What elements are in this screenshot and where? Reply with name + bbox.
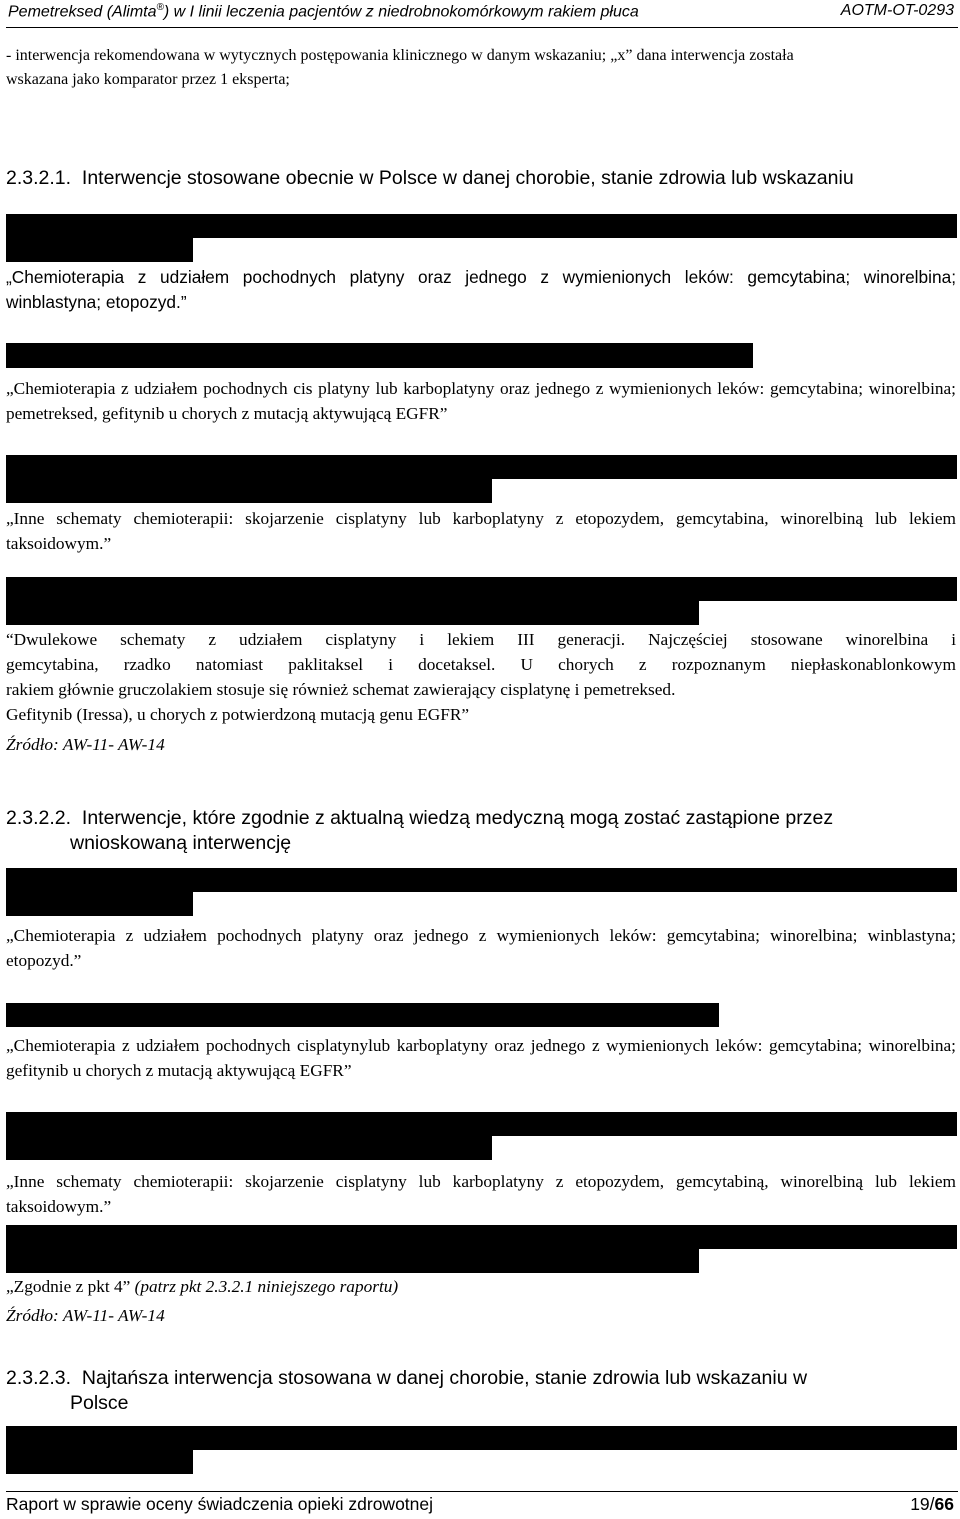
- redaction-bar: [6, 577, 957, 601]
- source-note: Źródło: AW-11- AW-14: [6, 1306, 165, 1325]
- intro-note: [6, 44, 794, 92]
- footer-rule: [6, 1491, 958, 1492]
- expert-quote: „Inne schematy chemioterapii: skojarzenie cisplatyny lub karboplatyny z etopozydem, gemcytabina, winorelbiną lub lekiem taksoidowym.”: [6, 509, 956, 553]
- expert-quote: „Chemioterapia z udziałem pochodnych cisplatynylub karboplatyny oraz jednego z wymienionych leków: gemcytabina; winorelbina; gefitynib u chorych z mutacją aktywującą EGFR”: [6, 1036, 956, 1080]
- expert-quote: „Zgodnie z pkt 4” (patrz pkt 2.3.2.1 niniejszego raportu): [6, 1277, 399, 1296]
- redaction-bar: [6, 1426, 957, 1450]
- header-rule: [6, 27, 958, 28]
- footer-report-title: Raport w sprawie oceny świadczenia opieki zdrowotnej: [6, 1494, 434, 1514]
- redaction-bar: [6, 1112, 957, 1136]
- redaction-bar: [6, 892, 193, 916]
- redaction-bar: [6, 601, 699, 625]
- redaction-bar: [6, 1136, 492, 1160]
- section-heading-2-3-2-3: 2.3.2.3. Najtańsza interwencja stosowana w danej chorobie, stanie zdrowia lub wskazaniu w Polsce: [6, 1367, 808, 1414]
- redaction-bar: [6, 1249, 699, 1273]
- redaction-bar: [6, 1003, 719, 1027]
- section-heading-2-3-2-1: 2.3.2.1. Interwencje stosowane obecnie w Polsce w danej chorobie, stanie zdrowia lub wskazaniu: [6, 167, 854, 189]
- redaction-bar: [6, 214, 957, 238]
- quote-line: Gefitynib (Iressa), u chorych z potwierdzoną mutacją genu EGFR”: [6, 705, 470, 724]
- page-number: 19/66: [910, 1494, 954, 1514]
- quote-line: gemcytabina, rzadko natomiast paklitaksel i docetaksel. U chorych z rozpoznanym niepłaskonablonkowym: [6, 655, 956, 674]
- intro-line: - interwencja rekomendowana w wytycznych postępowania klinicznego w danym wskazaniu; „x” dana interwencja została: [6, 47, 794, 64]
- redaction-bar: [6, 455, 957, 479]
- expert-quote: „Chemioterapia z udziałem pochodnych cis platyny lub karboplatyny oraz jednego z wymienionych leków: gemcytabina; winorelbina; pemetreksed, gefitynib u chorych z mutacją aktywującą EGFR”: [6, 379, 956, 423]
- header-code: AOTM-OT-0293: [840, 2, 954, 19]
- redaction-bar: [6, 1225, 957, 1249]
- expert-quote: [6, 627, 956, 727]
- redaction-bar: [6, 479, 492, 503]
- quote-line: rakiem głównie gruczolakiem stosuje się również schemat zawierający cisplatynę i pemetreksed.: [6, 680, 676, 699]
- section-heading-2-3-2-2: 2.3.2.2. Interwencje, które zgodnie z aktualną wiedzą medyczną mogą zostać zastąpione przez wnioskowaną interwencję: [6, 807, 834, 854]
- redaction-bar: [6, 343, 753, 368]
- redaction-bar: [6, 238, 193, 262]
- quote-line: “Dwulekowe schematy z udziałem cisplatyny i lekiem III generacji. Najczęściej stosowane winorelbina i: [6, 630, 956, 649]
- redaction-bar: [6, 1450, 193, 1474]
- source-note: Źródło: AW-11- AW-14: [6, 735, 165, 754]
- redaction-bar: [6, 868, 957, 892]
- expert-quote: „Chemioterapia z udziałem pochodnych platyny oraz jednego z wymienionych leków: gemcytabina; winorelbina; winblastyna; etopozyd.”: [6, 926, 956, 970]
- expert-quote: „Chemioterapia z udziałem pochodnych platyny oraz jednego z wymienionych leków: gemcytabina; winorelbina; winblastyna; etopozyd.”: [6, 267, 956, 312]
- header-title: Pemetreksed (Alimta®) w I linii leczenia pacjentów z niedrobnokomórkowym rakiem płuca: [8, 2, 639, 21]
- intro-line: wskazana jako komparator przez 1 eksperta;: [6, 71, 290, 88]
- expert-quote: „Inne schematy chemioterapii: skojarzenie cisplatyny lub karboplatyny z etopozydem, gemcytabiną, winorelbiną lub lekiem taksoidowym.”: [6, 1172, 956, 1216]
